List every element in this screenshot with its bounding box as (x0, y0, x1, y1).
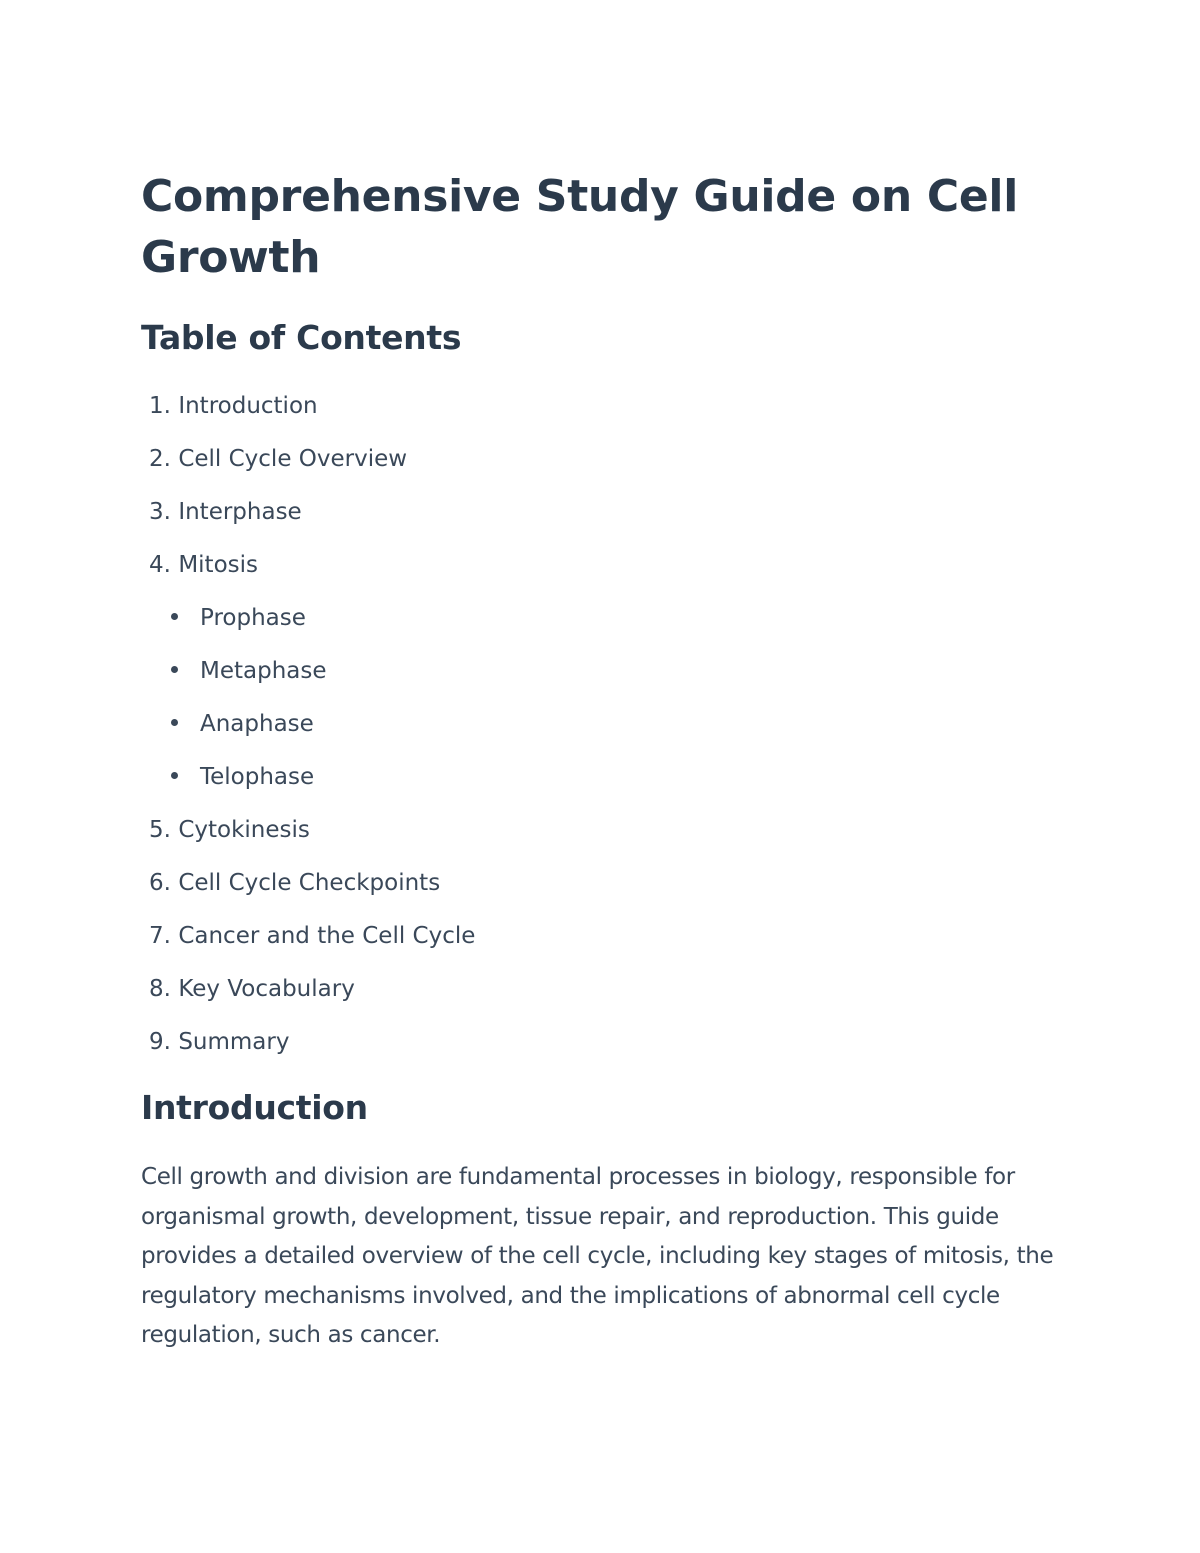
bullet-icon (171, 719, 178, 726)
toc-item-label: Metaphase (200, 658, 327, 684)
toc-item-cell-cycle-overview (141, 443, 475, 496)
toc-item-interphase (141, 496, 475, 549)
introduction-paragraph: Cell growth and division are fundamental processes in biology, responsible for organismal growth, development, tissue repair, and reproduction. This guide provides a detailed overview of the cell cycle, including key stages of mitosis, the regulatory mechanisms involved, and the implications of abnormal cell cycle regulation, such as cancer. (141, 1164, 1054, 1348)
toc-item-label: Telophase (200, 764, 315, 790)
page-title: Comprehensive Study Guide on Cell Growth (141, 171, 1018, 283)
toc-item-label: Cell Cycle Checkpoints (178, 870, 441, 896)
toc-item-introduction (141, 390, 475, 443)
toc-item-number: 2. (149, 446, 171, 472)
toc-heading: Table of Contents (141, 318, 462, 357)
toc-item-label: Summary (178, 1029, 290, 1055)
toc-item-number: 3. (149, 499, 171, 525)
bullet-icon (171, 772, 178, 779)
bullet-icon (171, 613, 178, 620)
toc-subitem-anaphase (141, 708, 475, 761)
toc-item-label: Introduction (178, 393, 318, 419)
toc-item-summary (141, 1026, 475, 1079)
toc-item-label: Cancer and the Cell Cycle (178, 923, 476, 949)
toc-item-number: 1. (149, 393, 171, 419)
toc-item-label: Prophase (200, 605, 306, 631)
toc-item-cytokinesis (141, 814, 475, 867)
toc-item-cancer (141, 920, 475, 973)
toc-item-key-vocabulary (141, 973, 475, 1026)
toc-subitem-telophase (141, 761, 475, 814)
toc-item-checkpoints (141, 867, 475, 920)
toc-item-number: 4. (149, 552, 171, 578)
table-of-contents (141, 390, 475, 1079)
toc-item-label: Cell Cycle Overview (178, 446, 408, 472)
toc-subitem-metaphase (141, 655, 475, 708)
introduction-heading: Introduction (141, 1088, 368, 1127)
toc-item-label: Anaphase (200, 711, 314, 737)
toc-item-mitosis (141, 549, 475, 602)
toc-item-number: 9. (149, 1029, 171, 1055)
bullet-icon (171, 666, 178, 673)
toc-subitem-prophase (141, 602, 475, 655)
toc-item-number: 7. (149, 923, 171, 949)
toc-item-label: Key Vocabulary (178, 976, 355, 1002)
toc-item-number: 8. (149, 976, 171, 1002)
toc-item-label: Interphase (178, 499, 302, 525)
toc-item-number: 5. (149, 817, 171, 843)
toc-item-label: Cytokinesis (178, 817, 310, 843)
toc-item-number: 6. (149, 870, 171, 896)
toc-item-label: Mitosis (178, 552, 258, 578)
